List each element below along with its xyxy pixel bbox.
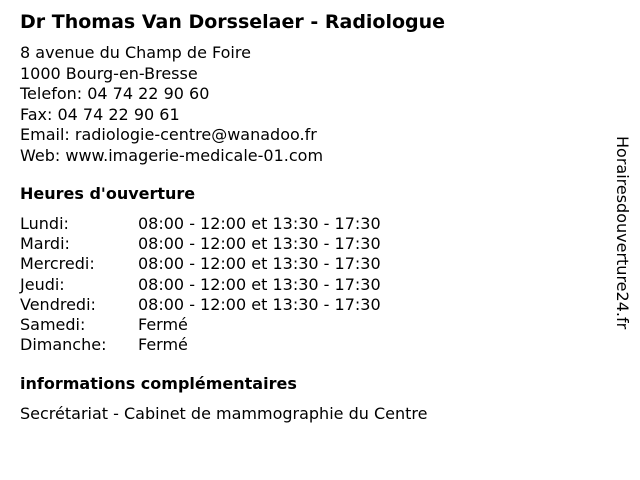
- hours-row-sunday: [20, 335, 381, 355]
- contact-block: [20, 43, 323, 166]
- opening-hours-heading: Heures d'ouverture: [20, 184, 196, 203]
- day-label: Mardi:: [20, 234, 70, 254]
- opening-hours-table: [20, 214, 381, 355]
- additional-info-text: Secrétariat - Cabinet de mammographie du Centre: [20, 404, 428, 423]
- day-label: Mercredi:: [20, 254, 95, 274]
- phone-number: Telefon: 04 74 22 90 60: [20, 84, 210, 103]
- hours-value: 08:00 - 12:00 et 13:30 - 17:30: [138, 234, 381, 254]
- hours-row-thursday: [20, 275, 381, 295]
- hours-value: Fermé: [138, 315, 188, 335]
- hours-row-friday: [20, 295, 381, 315]
- hours-row-monday: [20, 214, 381, 234]
- hours-value: Fermé: [138, 335, 188, 355]
- day-label: Dimanche:: [20, 335, 107, 355]
- hours-value: 08:00 - 12:00 et 13:30 - 17:30: [138, 274, 381, 294]
- hours-value: 08:00 - 12:00 et 13:30 - 17:30: [138, 254, 381, 274]
- day-label: Jeudi:: [20, 274, 65, 294]
- hours-row-saturday: [20, 315, 381, 335]
- hours-row-wednesday: [20, 254, 381, 274]
- address-line-1: 8 avenue du Champ de Foire: [20, 43, 251, 62]
- page-title: Dr Thomas Van Dorsselaer - Radiologue: [20, 11, 446, 33]
- day-label: Samedi:: [20, 315, 86, 335]
- email-address: Email: radiologie-centre@wanadoo.fr: [20, 125, 317, 144]
- day-label: Vendredi:: [20, 294, 96, 314]
- additional-info-heading: informations complémentaires: [20, 374, 297, 393]
- website: Web: www.imagerie-medicale-01.com: [20, 145, 324, 165]
- address-line-2: 1000 Bourg-en-Bresse: [20, 63, 198, 83]
- hours-value: 08:00 - 12:00 et 13:30 - 17:30: [138, 294, 381, 314]
- site-watermark: Horairesdouverture24.fr: [613, 136, 632, 330]
- hours-value: 08:00 - 12:00 et 13:30 - 17:30: [138, 214, 381, 233]
- fax-number: Fax: 04 74 22 90 61: [20, 104, 180, 124]
- hours-row-tuesday: [20, 234, 381, 254]
- day-label: Lundi:: [20, 214, 69, 233]
